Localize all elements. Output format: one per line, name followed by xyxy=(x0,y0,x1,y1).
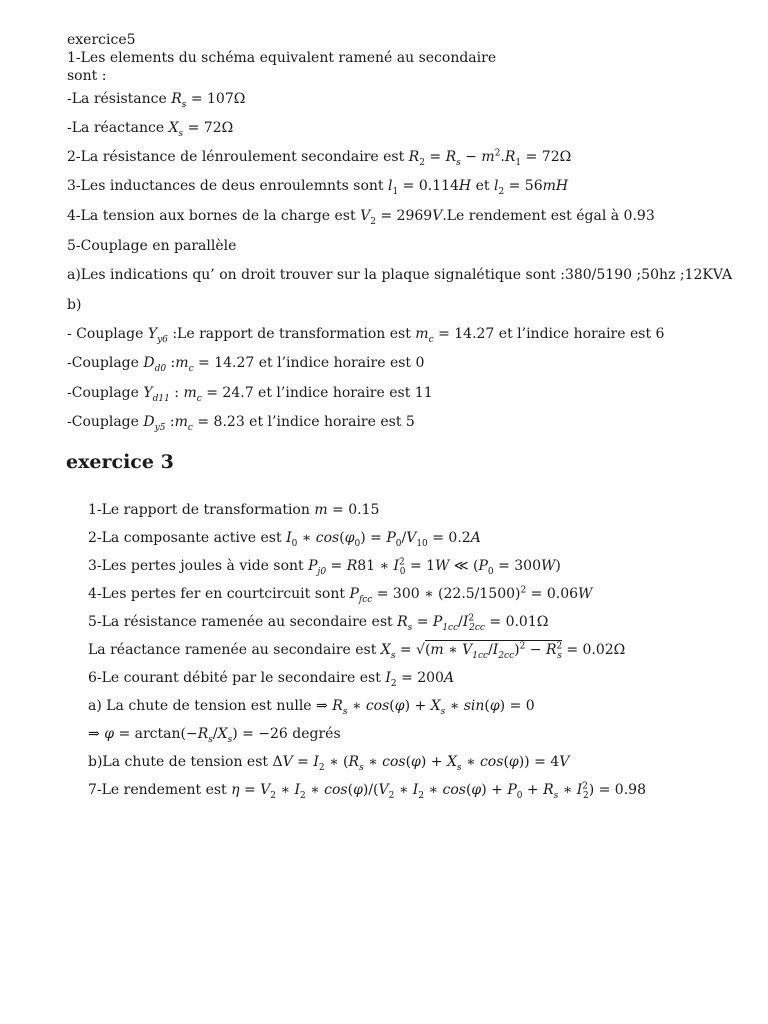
efficiency-line: 7-Le rendement est $\eta = V_2$ ∗ $I_2$ ∗ $\cos(\varphi)/(V_2$ ∗ $I_2$ ∗ $\cos(\varphi) + P_0 + R_s$ ∗ $I^2_2) = 0.98$ xyxy=(88,781,646,801)
transformation-ratio-line: 1-Le rapport de transformation m = 0.15 xyxy=(88,502,380,518)
coupling-yy6-line: - Couplage $Y_{y6}$ :Le rapport de transformation est $m_c = 14.27$ et l’indice horaire est 6 xyxy=(67,326,665,345)
no-load-losses-line: 3-Les pertes joules à vide sont $P_{j0} = R81$ ∗ $I^2_0 = 1W$ ≪ $(P_0 = 300W)$ xyxy=(88,557,561,577)
intro-line-1: 1-Les elements du schéma equivalent ramené au secondaire xyxy=(67,50,497,66)
referred-reactance-line: La réactance ramenée au secondaire est $X_s = √(m$ ∗ $V_{1cc}/I_{2cc})^2 - R^2_s = 0.02\Omega$ xyxy=(88,641,626,661)
nameplate-line: a)Les indications qu’ on droit trouver sur la plaque signalétique sont :380/5190 ;50hz ;12KVA xyxy=(67,267,733,283)
coupling-dy5-line: -Couplage $D_{y5}$ $:m_c = 8.23$ et l’indice horaire est 5 xyxy=(67,414,415,433)
phase-angle-line: ⇒ $\varphi = \arctan(-R_s/X_s) = -26$ degrés xyxy=(88,726,341,745)
load-voltage-line: 4-La tension aux bornes de la charge est $V_2 = 2969V.Le$ rendement est égal à 0.93 xyxy=(67,208,655,227)
active-component-line: 2-La composante active est $I_0$ ∗ $\cos(\varphi_0) = P_0/V_{10} = 0.2A$ xyxy=(88,530,481,549)
coupling-yd11-line: -Couplage $Y_{d11}$ : $m_c = 24.7$ et l’indice horaire est 11 xyxy=(67,385,433,404)
voltage-drop-line: b)La chute de tension est $\Delta V = I_2$ ∗ ($R_s$ ∗ $\cos(\varphi) + X_s$ ∗ cos(φ)) = 4V xyxy=(88,754,570,773)
parallel-coupling-line: 5-Couplage en parallèle xyxy=(67,238,237,254)
secondary-resistance-line: 2-La résistance de lénroulement secondaire est $R_2 = R_s - m^2.R_1 = 72\Omega$ xyxy=(67,148,572,168)
inductances-line: 3-Les inductances de deus enroulemnts sont $l_1 = 0.114H$ et $l_2 = 56mH$ xyxy=(67,178,569,197)
exercise3-heading: exercice 3 xyxy=(66,451,174,473)
intro-line-2: sont : xyxy=(67,68,107,84)
exercise5-title: exercice5 xyxy=(67,32,136,48)
resistance-line: -La résistance $R_s = 107\Omega$ xyxy=(67,91,246,110)
reactance-line: -La réactance $X_s = 72\Omega$ xyxy=(67,120,234,139)
zero-voltage-drop-line: a) La chute de tension est nulle ⇒ $R_s$ ∗ $\cos(\varphi) + X_s$ ∗ sin(φ) = 0 xyxy=(88,698,535,717)
part-b-label: b) xyxy=(67,297,82,313)
short-circuit-iron-losses-line: 4-Les pertes fer en courtcircuit sont $P_{fcc} = 300$ ∗ $(22.5/1500)^2 = 0.06W$ xyxy=(88,585,593,605)
coupling-dd0-line: -Couplage $D_{d0}$ $:m_c = 14.27$ et l’indice horaire est 0 xyxy=(67,355,425,374)
referred-resistance-line: 5-La résistance ramenée au secondaire est $R_s = P_{1cc}/I^2_{2cc} = 0.01\Omega$ xyxy=(88,613,549,633)
secondary-current-line: 6-Le courant débité par le secondaire est $I_2 = 200A$ xyxy=(88,670,455,689)
